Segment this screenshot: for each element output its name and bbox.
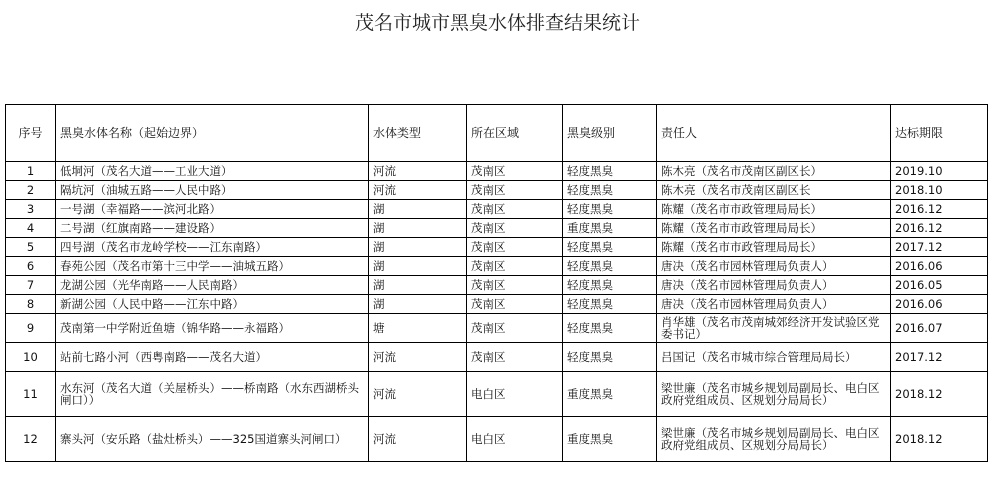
row-level: 轻度黑臭: [563, 276, 657, 295]
row-type: 湖: [369, 238, 467, 257]
row-deadline: 2018.12: [891, 372, 988, 417]
row-index: 8: [6, 295, 56, 314]
row-index: 10: [6, 343, 56, 372]
row-deadline: 2017.12: [891, 238, 988, 257]
row-area: 茂南区: [467, 257, 563, 276]
header-index: 序号: [6, 105, 56, 162]
row-type: 湖: [369, 276, 467, 295]
row-level: 轻度黑臭: [563, 257, 657, 276]
row-name: 一号湖（幸福路——滨河北路）: [56, 200, 369, 219]
row-area: 茂南区: [467, 314, 563, 343]
page-title: 茂名市城市黑臭水体排查结果统计: [354, 12, 640, 34]
row-type: 河流: [369, 343, 467, 372]
row-level: 轻度黑臭: [563, 343, 657, 372]
table-row: [6, 181, 988, 200]
row-deadline: 2018.10: [891, 181, 988, 200]
row-person: 肖华雄（茂名市茂南城郊经济开发试验区党委书记）: [657, 314, 891, 343]
row-person: 梁世廉（茂名市城乡规划局副局长、电白区政府党组成员、区规划分局局长）: [657, 372, 891, 417]
row-index: 12: [6, 417, 56, 462]
row-level: 轻度黑臭: [563, 238, 657, 257]
table-row: [6, 417, 988, 462]
row-person: 陈耀（茂名市市政管理局局长）: [657, 200, 891, 219]
row-level: 重度黑臭: [563, 417, 657, 462]
row-person: 唐决（茂名市园林管理局负责人）: [657, 257, 891, 276]
row-deadline: 2016.06: [891, 257, 988, 276]
row-name: 茂南第一中学附近鱼塘（锦华路——永福路）: [56, 314, 369, 343]
row-name: 寨头河（安乐路（盐灶桥头）——325国道寨头河闸口）: [56, 417, 369, 462]
row-deadline: 2019.10: [891, 162, 988, 181]
row-level: 轻度黑臭: [563, 162, 657, 181]
row-person: 陈木亮（茂名市茂南区副区长）: [657, 162, 891, 181]
row-name: 隔坑河（油城五路——人民中路）: [56, 181, 369, 200]
table-row: [6, 276, 988, 295]
row-type: 河流: [369, 417, 467, 462]
row-name: 龙湖公园（光华南路——人民南路）: [56, 276, 369, 295]
header-level: 黑臭级别: [563, 105, 657, 162]
row-area: 茂南区: [467, 162, 563, 181]
table-row: [6, 343, 988, 372]
row-level: 轻度黑臭: [563, 181, 657, 200]
table-row: [6, 257, 988, 276]
row-person: 吕国记（茂名市城市综合管理局局长）: [657, 343, 891, 372]
table-row: [6, 314, 988, 343]
row-area: 电白区: [467, 372, 563, 417]
header-area: 所在区域: [467, 105, 563, 162]
row-level: 轻度黑臭: [563, 314, 657, 343]
row-deadline: 2016.05: [891, 276, 988, 295]
row-deadline: 2016.12: [891, 200, 988, 219]
row-index: 4: [6, 219, 56, 238]
row-deadline: 2016.06: [891, 295, 988, 314]
row-index: 6: [6, 257, 56, 276]
row-index: 3: [6, 200, 56, 219]
header-person: 责任人: [657, 105, 891, 162]
row-area: 茂南区: [467, 200, 563, 219]
row-area: 茂南区: [467, 219, 563, 238]
results-table: [5, 104, 988, 462]
row-level: 轻度黑臭: [563, 295, 657, 314]
row-name: 春苑公园（茂名市第十三中学——油城五路）: [56, 257, 369, 276]
table-row: [6, 200, 988, 219]
row-index: 5: [6, 238, 56, 257]
row-index: 2: [6, 181, 56, 200]
row-level: 重度黑臭: [563, 372, 657, 417]
table-row: [6, 162, 988, 181]
row-person: 唐决（茂名市园林管理局负责人）: [657, 295, 891, 314]
row-index: 7: [6, 276, 56, 295]
row-name: 水东河（茂名大道（关屋桥头）——桥南路（水东西湖桥头闸口））: [56, 372, 369, 417]
row-person: 陈木亮（茂名市茂南区副区长: [657, 181, 891, 200]
row-type: 湖: [369, 200, 467, 219]
row-type: 河流: [369, 372, 467, 417]
row-type: 湖: [369, 257, 467, 276]
row-name: 二号湖（红旗南路——建设路）: [56, 219, 369, 238]
row-type: 湖: [369, 219, 467, 238]
row-name: 四号湖（茂名市龙岭学校——江东南路）: [56, 238, 369, 257]
row-area: 茂南区: [467, 181, 563, 200]
table-row: [6, 372, 988, 417]
row-deadline: 2017.12: [891, 343, 988, 372]
row-area: 茂南区: [467, 238, 563, 257]
row-person: 梁世廉（茂名市城乡规划局副局长、电白区政府党组成员、区规划分局局长）: [657, 417, 891, 462]
row-index: 11: [6, 372, 56, 417]
row-level: 重度黑臭: [563, 219, 657, 238]
table-row: [6, 295, 988, 314]
table-row: [6, 219, 988, 238]
table-header-row: [6, 105, 988, 162]
header-deadline: 达标期限: [891, 105, 988, 162]
row-person: 陈耀（茂名市市政管理局局长）: [657, 219, 891, 238]
row-level: 轻度黑臭: [563, 200, 657, 219]
row-type: 湖: [369, 295, 467, 314]
row-name: 站前七路小河（西粤南路——茂名大道）: [56, 343, 369, 372]
row-person: 唐决（茂名市园林管理局负责人）: [657, 276, 891, 295]
row-name: 新湖公园（人民中路——江东中路）: [56, 295, 369, 314]
row-type: 河流: [369, 181, 467, 200]
row-deadline: 2018.12: [891, 417, 988, 462]
header-type: 水体类型: [369, 105, 467, 162]
row-type: 河流: [369, 162, 467, 181]
row-name: 低垌河（茂名大道——工业大道）: [56, 162, 369, 181]
table-row: [6, 238, 988, 257]
row-person: 陈耀（茂名市市政管理局局长）: [657, 238, 891, 257]
row-index: 1: [6, 162, 56, 181]
header-name: 黑臭水体名称（起始边界）: [56, 105, 369, 162]
row-index: 9: [6, 314, 56, 343]
row-area: 茂南区: [467, 343, 563, 372]
row-area: 电白区: [467, 417, 563, 462]
row-area: 茂南区: [467, 276, 563, 295]
row-deadline: 2016.07: [891, 314, 988, 343]
row-type: 塘: [369, 314, 467, 343]
row-area: 茂南区: [467, 295, 563, 314]
row-deadline: 2016.12: [891, 219, 988, 238]
